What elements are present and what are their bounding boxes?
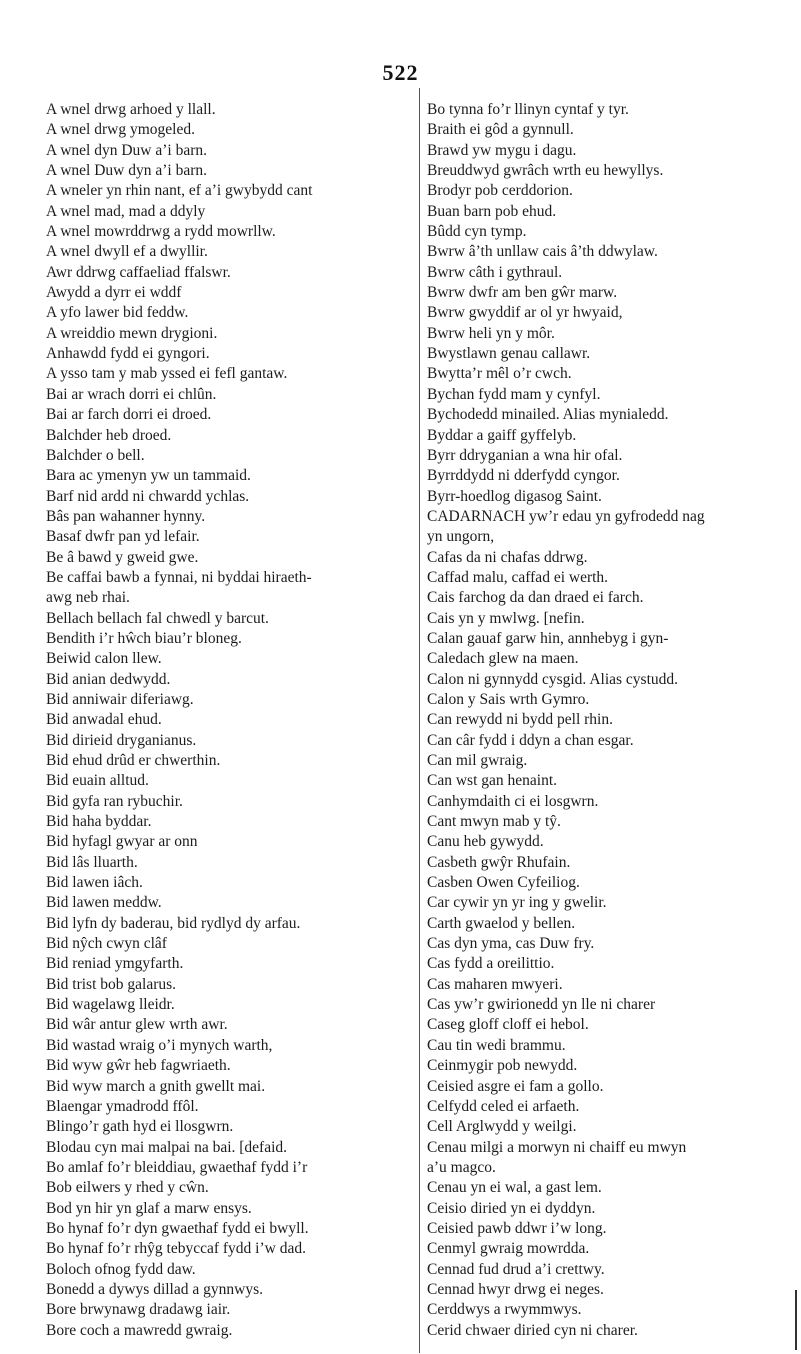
- proverb-line: A wnel drwg arhoed y llall.: [46, 101, 216, 118]
- proverb-line: Casben Owen Cyfeiliog.: [427, 874, 580, 892]
- page-edge-mark: [795, 1290, 797, 1350]
- proverb-line: Byddar a gaiff gyffelyb.: [427, 426, 577, 444]
- proverb-line: Bid ehud drûd er chwerthin.: [46, 752, 221, 769]
- proverb-line: Bid lawen iâch.: [46, 874, 143, 892]
- proverb-line: Bid dirieid dryganianus.: [46, 731, 197, 749]
- proverb-line: A yfo lawer bid feddw.: [46, 304, 189, 322]
- proverb-line: Awydd a dyrr ei wddf: [46, 284, 182, 302]
- proverb-line: Cenau yn ei wal, a gast lem.: [427, 1179, 602, 1197]
- proverb-line: A wnel mowrddrwg a rydd mowrllw.: [46, 223, 276, 241]
- proverb-line: Brodyr pob cerddorion.: [427, 182, 573, 200]
- proverb-line: Cais yn y mwlwg. [nefin.: [427, 609, 585, 627]
- proverb-line: Can câr fydd i ddyn a chan esgar.: [427, 731, 634, 749]
- proverb-line: Ceisio diried yn ei dyddyn.: [427, 1199, 596, 1217]
- proverb-line: Bid euain alltud.: [46, 772, 149, 790]
- proverb-line: Bid hyfagl gwyar ar onn: [46, 833, 198, 851]
- proverb-line: Bore coch a mawredd gwraig.: [46, 1321, 233, 1339]
- proverb-line: awg neb rhai.: [46, 589, 130, 607]
- proverb-line: Can rewydd ni bydd pell rhin.: [427, 711, 613, 729]
- page-number: 522: [382, 60, 419, 85]
- proverb-line: Bonedd a dywys dillad a gynnwys.: [46, 1280, 263, 1298]
- proverb-line: Caffad malu, caffad ei werth.: [427, 568, 609, 586]
- proverb-line: Cant mwyn mab y tŷ.: [427, 813, 561, 831]
- proverb-line: Cas yw’r gwirionedd yn lle ni charer: [427, 996, 656, 1014]
- proverb-line: Cas maharen mwyeri.: [427, 975, 563, 993]
- proverb-line: Bwytta’r mêl o’r cwch.: [427, 365, 572, 383]
- proverb-line: A wnel dwyll ef a dwyllir.: [46, 243, 208, 261]
- proverb-line: Cerid chwaer diried cyn ni charer.: [427, 1321, 638, 1339]
- proverb-line: Ceisied pawb ddwr i’w long.: [427, 1219, 607, 1237]
- proverb-line: Cell Arglwydd y weilgi.: [427, 1118, 577, 1136]
- proverb-line: Bid haha byddar.: [46, 813, 152, 831]
- proverb-line: Caseg gloff cloff ei hebol.: [427, 1016, 589, 1034]
- proverb-line: Bwrw heli yn y môr.: [427, 324, 555, 342]
- proverb-line: Bid anwadal ehud.: [46, 711, 162, 729]
- proverb-line: Bellach bellach fal chwedl y barcut.: [46, 609, 269, 627]
- proverb-line: Bwrw gwyddif ar ol yr hwyaid,: [427, 304, 623, 322]
- proverb-line: Bychodedd minailed. Alias mynialedd.: [427, 406, 669, 424]
- proverb-line: Brawd yw mygu i dagu.: [427, 141, 577, 159]
- proverb-line: Bo amlaf fo’r bleiddiau, gwaethaf fydd i’r: [46, 1158, 308, 1176]
- proverb-line: Boloch ofnog fydd daw.: [46, 1260, 196, 1278]
- proverb-line: Be â bawd y gweid gwe.: [46, 548, 199, 566]
- proverb-line: Ceinmygir pob newydd.: [427, 1057, 578, 1075]
- proverb-line: Bid trist bob galarus.: [46, 975, 177, 993]
- proverb-line: Can wst gan henaint.: [427, 772, 558, 790]
- proverb-line: Be caffai bawb a fynnai, ni byddai hiraeth-: [46, 568, 312, 586]
- proverb-line: Bid wyw gŵr heb fagwriaeth.: [46, 1057, 231, 1075]
- proverb-line: Carth gwaelod y bellen.: [427, 914, 576, 932]
- proverb-line: a’u magco.: [427, 1158, 496, 1176]
- proverb-line: Byrrddydd ni dderfydd cyngor.: [427, 467, 620, 485]
- proverb-line: Breuddwyd gwrâch wrth eu hewyllys.: [427, 162, 664, 180]
- proverb-line: Blodau cyn mai malpai na bai. [defaid.: [46, 1138, 288, 1156]
- proverb-line: Canu heb gywydd.: [427, 833, 544, 851]
- proverb-line: Bendith i’r hŵch biau’r bloneg.: [46, 629, 242, 647]
- proverb-line: A wreiddio mewn drygioni.: [46, 324, 218, 342]
- proverb-line: Cau tin wedi brammu.: [427, 1036, 566, 1054]
- proverb-line: A wnel Duw dyn a’i barn.: [46, 162, 207, 180]
- proverb-line: Bid reniad ymgyfarth.: [46, 955, 184, 973]
- proverb-line: Balchder heb droed.: [46, 426, 172, 444]
- proverb-line: yn ungorn,: [427, 528, 495, 546]
- proverb-line: Bwystlawn genau callawr.: [427, 345, 591, 363]
- proverb-line: Awr ddrwg caffaeliad ffalswr.: [46, 263, 231, 281]
- proverb-line: Bid wastad wraig o’i mynych warth,: [46, 1036, 273, 1054]
- proverb-line: Ceisied asgre ei fam a gollo.: [427, 1077, 604, 1095]
- proverb-line: Bid anniwair diferiawg.: [46, 690, 194, 708]
- proverb-line: Blaengar ymadrodd ffôl.: [46, 1097, 199, 1115]
- column-divider: [419, 88, 420, 1353]
- proverb-line: Car cywir yn yr ing y gwelir.: [427, 894, 607, 912]
- proverb-line: A wnel dyn Duw a’i barn.: [46, 141, 207, 159]
- proverb-line: Cas dyn yma, cas Duw fry.: [427, 935, 595, 953]
- proverb-line: Bore brwynawg dradawg iair.: [46, 1301, 231, 1319]
- right-column: [427, 100, 791, 1341]
- proverb-line: Cenau milgi a morwyn ni chaiff eu mwyn: [427, 1138, 687, 1156]
- proverb-line: Cennad hwyr drwg ei neges.: [427, 1280, 604, 1298]
- proverb-line: Can mil gwraig.: [427, 752, 528, 769]
- proverb-line: Bid lyfn dy baderau, bid rydlyd dy arfau.: [46, 914, 301, 932]
- proverb-line: Blingo’r gath hyd ei llosgwrn.: [46, 1118, 234, 1136]
- proverb-line: Bychan fydd mam y cynfyl.: [427, 385, 601, 403]
- proverb-line: Casbeth gwŷr Rhufain.: [427, 853, 571, 871]
- proverb-line: Bara ac ymenyn yw un tammaid.: [46, 467, 251, 485]
- proverb-line: Cenmyl gwraig mowrdda.: [427, 1240, 590, 1258]
- proverb-line: Byrr-hoedlog digasog Saint.: [427, 487, 602, 505]
- proverb-line: Cas fydd a oreilittio.: [427, 955, 555, 973]
- proverb-line: Bwrw dwfr am ben gŵr marw.: [427, 284, 618, 302]
- proverb-line: Bob eilwers y rhed y cŵn.: [46, 1179, 209, 1197]
- proverb-line: Caledach glew na maen.: [427, 650, 579, 668]
- proverb-line: Bo hynaf fo’r rhŷg tebyccaf fydd i’w dad.: [46, 1240, 306, 1258]
- proverb-line: Byrr ddryganian a wna hir ofal.: [427, 446, 623, 464]
- left-column: [46, 100, 412, 1341]
- proverb-line: Bid wagelawg lleidr.: [46, 996, 175, 1014]
- proverb-line: Bâs pan wahanner hynny.: [46, 507, 206, 525]
- proverb-line: Bod yn hir yn glaf a marw ensys.: [46, 1199, 252, 1217]
- proverb-line: Cerddwys a rwymmwys.: [427, 1301, 582, 1319]
- proverb-line: Barf nid ardd ni chwardd ychlas.: [46, 487, 250, 505]
- proverb-line: CADARNACH yw’r edau yn gyfrodedd nag: [427, 507, 705, 525]
- proverb-line: Beiwid calon llew.: [46, 650, 162, 668]
- proverb-line: Anhawdd fydd ei gyngori.: [46, 345, 210, 363]
- proverb-line: Cais farchog da dan draed ei farch.: [427, 589, 644, 607]
- proverb-line: Cennad fud drud a’i crettwy.: [427, 1260, 605, 1278]
- proverb-line: Bo tynna fo’r llinyn cyntaf y tyr.: [427, 101, 629, 118]
- proverb-line: Calon ni gynnydd cysgid. Alias cystudd.: [427, 670, 679, 688]
- proverb-line: Bai ar wrach dorri ei chlûn.: [46, 385, 217, 403]
- proverb-line: Bid gyfa ran rybuchir.: [46, 792, 183, 810]
- proverb-line: Bûdd cyn tymp.: [427, 223, 527, 241]
- proverb-line: Bid lâs lluarth.: [46, 853, 138, 871]
- proverb-line: Bid anian dedwydd.: [46, 670, 171, 688]
- proverb-line: Basaf dwfr pan yd lefair.: [46, 528, 200, 546]
- proverb-line: A ysso tam y mab yssed ei fefl gantaw.: [46, 365, 288, 383]
- proverb-line: Balchder o bell.: [46, 446, 145, 464]
- proverb-line: A wnel drwg ymogeled.: [46, 121, 195, 139]
- proverb-line: Canhymdaith ci ei losgwrn.: [427, 792, 599, 810]
- proverb-line: Bo hynaf fo’r dyn gwaethaf fydd ei bwyll.: [46, 1219, 309, 1237]
- proverb-line: A wnel mad, mad a ddyly: [46, 202, 206, 220]
- proverb-line: Bid lawen meddw.: [46, 894, 162, 912]
- proverb-line: Bid wâr antur glew wrth awr.: [46, 1016, 228, 1034]
- proverb-line: Cafas da ni chafas ddrwg.: [427, 548, 588, 566]
- proverb-line: Celfydd celed ei arfaeth.: [427, 1097, 580, 1115]
- proverb-line: Braith ei gôd a gynnull.: [427, 121, 574, 139]
- proverb-line: Bid nŷch cwyn clâf: [46, 935, 167, 953]
- proverb-line: Bwrw câth i gythraul.: [427, 263, 563, 281]
- proverb-line: Calon y Sais wrth Gymro.: [427, 690, 590, 708]
- proverb-line: Bid wyw march a gnith gwellt mai.: [46, 1077, 266, 1095]
- proverb-line: Buan barn pob ehud.: [427, 202, 557, 220]
- proverb-line: Bwrw â’th unllaw cais â’th ddwylaw.: [427, 243, 658, 261]
- proverb-line: Calan gauaf garw hin, annhebyg i gyn-: [427, 629, 669, 647]
- proverb-line: A wneler yn rhin nant, ef a’i gwybydd cant: [46, 182, 313, 200]
- proverb-line: Bai ar farch dorri ei droed.: [46, 406, 212, 424]
